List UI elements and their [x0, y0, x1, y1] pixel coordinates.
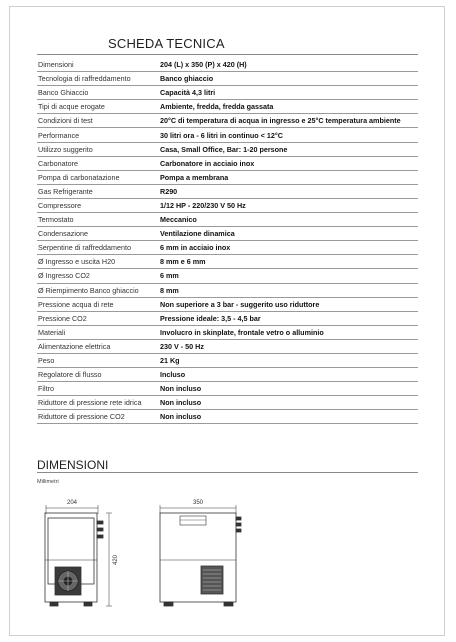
spec-label: Ø Ingresso e uscita H20: [37, 255, 159, 269]
spec-value: R290: [159, 184, 418, 198]
spec-value: 8 mm: [159, 283, 418, 297]
spec-label: Riduttore di pressione CO2: [37, 410, 159, 424]
spec-value: 204 (L) x 350 (P) x 420 (H): [159, 58, 418, 72]
spec-label: Filtro: [37, 382, 159, 396]
spec-value: Banco ghiaccio: [159, 72, 418, 86]
spec-label: Compressore: [37, 198, 159, 212]
spec-value: Non incluso: [159, 396, 418, 410]
spec-label: Performance: [37, 128, 159, 142]
page-title: SCHEDA TECNICA: [108, 36, 225, 51]
front-width-label: 204: [66, 500, 78, 506]
spec-value: Ambiente, fredda, fredda gassata: [159, 100, 418, 114]
spec-label: Dimensioni: [37, 58, 159, 72]
spec-value: Carbonatore in acciaio inox: [159, 156, 418, 170]
spec-value: Non superiore a 3 bar - suggerito uso riduttore: [159, 297, 418, 311]
spec-value: Non incluso: [159, 410, 418, 424]
spec-value: Involucro in skinplate, frontale vetro o alluminio: [159, 325, 418, 339]
spec-value: 6 mm in acciaio inox: [159, 241, 418, 255]
side-depth-label: 350: [192, 500, 204, 506]
spec-value: 230 V - 50 Hz: [159, 339, 418, 353]
spec-label: Carbonatore: [37, 156, 159, 170]
spec-label: Pressione CO2: [37, 311, 159, 325]
spec-label: Pressione acqua di rete: [37, 297, 159, 311]
spec-value: 21 Kg: [159, 353, 418, 367]
spec-label: Tipi di acque erogate: [37, 100, 159, 114]
spec-label: Banco Ghiaccio: [37, 86, 159, 100]
spec-label: Utilizzo suggerito: [37, 142, 159, 156]
spec-label: Gas Refrigerante: [37, 184, 159, 198]
front-height-label: 420: [113, 554, 119, 566]
spec-label: Ø Ingresso CO2: [37, 269, 159, 283]
spec-label: Termostato: [37, 213, 159, 227]
spec-value: 30 litri ora - 6 litri in continuo < 12°C: [159, 128, 418, 142]
spec-value: Non incluso: [159, 382, 418, 396]
spec-label: Condizioni di test: [37, 114, 159, 128]
spec-label: Condensazione: [37, 227, 159, 241]
spec-value: Pompa a membrana: [159, 170, 418, 184]
spec-label: Riduttore di pressione rete idrica: [37, 396, 159, 410]
spec-label: Alimentazione elettrica: [37, 339, 159, 353]
front-view-drawing: [45, 505, 112, 606]
spec-label: Peso: [37, 353, 159, 367]
spec-value: Capacità 4,3 litri: [159, 86, 418, 100]
spec-label: Materiali: [37, 325, 159, 339]
spec-label: Regolatore di flusso: [37, 368, 159, 382]
spec-label: Serpentine di raffreddamento: [37, 241, 159, 255]
spec-value: Pressione ideale: 3,5 - 4,5 bar: [159, 311, 418, 325]
spec-value: 8 mm e 6 mm: [159, 255, 418, 269]
dimensions-title: DIMENSIONI: [37, 458, 109, 472]
spec-label: Pompa di carbonatazione: [37, 170, 159, 184]
spec-value: Ventilazione dinamica: [159, 227, 418, 241]
spec-value: 6 mm: [159, 269, 418, 283]
spec-value: Meccanico: [159, 213, 418, 227]
spec-value: Incluso: [159, 368, 418, 382]
units-label: Millimetri: [37, 479, 59, 485]
side-view-drawing: [160, 505, 241, 606]
spec-label: Ø Riempimento Banco ghiaccio: [37, 283, 159, 297]
spec-value: 1/12 HP - 220/230 V 50 Hz: [159, 198, 418, 212]
spec-value: Casa, Small Office, Bar: 1-20 persone: [159, 142, 418, 156]
spec-value: 20°C di temperatura di acqua in ingresso e 25°C temperatura ambiente: [159, 114, 418, 128]
spec-label: Tecnologia di raffreddamento: [37, 72, 159, 86]
